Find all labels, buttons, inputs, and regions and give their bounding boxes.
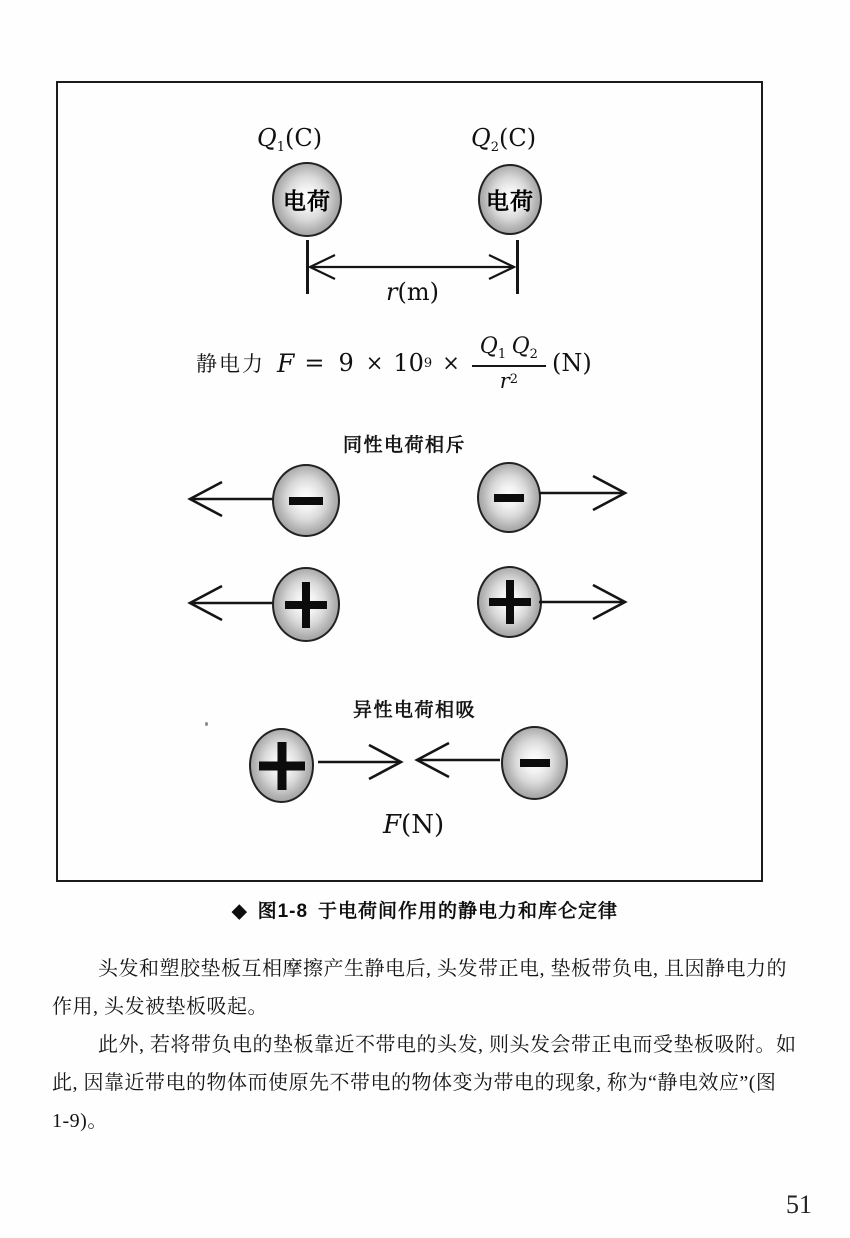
formula-force-symbol: F xyxy=(277,348,295,378)
negative-charge-sphere-right xyxy=(477,462,541,533)
force-label: F(N) xyxy=(383,810,445,840)
plus-sign-icon xyxy=(489,580,531,624)
figure-frame xyxy=(56,81,763,882)
attract-arrow-left-icon xyxy=(414,740,502,780)
attract-arrow-right-icon xyxy=(316,742,404,782)
formula-equals: = xyxy=(304,349,325,377)
scan-speck xyxy=(205,722,208,726)
formula-numerator: $Q_1$ $Q_2$ xyxy=(472,333,546,367)
formula-coefficient: 9 xyxy=(338,349,354,377)
repel-arrow-left-icon xyxy=(186,583,278,623)
figure-caption xyxy=(0,896,850,923)
charge-sphere-q2 xyxy=(478,164,542,235)
paragraph-line: 此, 因靠近带电的物体而使原先不带电的物体变为带电的现象, 称为“静电效应”(图 xyxy=(52,1072,777,1094)
attract-heading: 异性电荷相吸 xyxy=(353,700,477,721)
charge-sphere-q1 xyxy=(272,162,342,237)
formula-unit: (N) xyxy=(551,349,592,377)
paragraph-line: 1-9)。 xyxy=(52,1110,108,1132)
minus-sign-icon xyxy=(520,759,550,767)
positive-charge-sphere-attract xyxy=(249,728,314,803)
caption-title: 于电荷间作用的静电力和库仑定律 xyxy=(318,901,619,922)
caption-diamond-icon: ◆ xyxy=(231,901,248,922)
positive-charge-sphere-left xyxy=(272,567,340,642)
negative-charge-sphere-left xyxy=(272,464,340,537)
formula-exponent: 9 xyxy=(423,355,433,371)
charge-q2-label: $Q_2(C)$ xyxy=(471,124,537,155)
repel-heading: 同性电荷相斥 xyxy=(343,435,467,456)
formula-denominator: $r^2$ xyxy=(499,368,519,393)
distance-label: r(m) xyxy=(386,278,439,306)
charge-q1-label: $Q_1(C)$ xyxy=(257,124,323,155)
formula-fraction xyxy=(472,333,546,394)
formula-base-ten: 10 xyxy=(393,349,424,377)
plus-sign-icon xyxy=(285,582,327,628)
paragraph-line: 头发和塑胶垫板互相摩擦产生静电后, 头发带正电, 垫板带负电, 且因静电力的 xyxy=(98,958,787,980)
repel-arrow-left-icon xyxy=(186,479,278,519)
paragraph-line: 此外, 若将带负电的垫板靠近不带电的头发, 则头发会带正电而受垫板吸附。如 xyxy=(98,1034,797,1056)
repel-arrow-right-icon xyxy=(537,473,629,513)
formula-times-1: × xyxy=(365,351,384,375)
page-number: 51 xyxy=(786,1190,812,1219)
distance-double-arrow-icon xyxy=(306,253,518,281)
caption-number: 图1-8 xyxy=(257,901,309,922)
charge-sphere-q2-label: 电荷 xyxy=(486,188,534,214)
coulomb-formula xyxy=(196,333,592,393)
positive-charge-sphere-right xyxy=(477,566,542,638)
body-text xyxy=(52,950,797,1140)
negative-charge-sphere-attract xyxy=(501,726,568,800)
repel-arrow-right-icon xyxy=(537,582,629,622)
minus-sign-icon xyxy=(494,494,524,502)
minus-sign-icon xyxy=(289,497,323,505)
formula-times-2: × xyxy=(442,351,460,375)
paragraph-line: 作用, 头发被垫板吸起。 xyxy=(52,996,268,1018)
plus-sign-icon xyxy=(259,742,305,790)
charge-sphere-q1-label: 电荷 xyxy=(283,188,331,214)
formula-prefix: 静电力 xyxy=(196,353,265,376)
